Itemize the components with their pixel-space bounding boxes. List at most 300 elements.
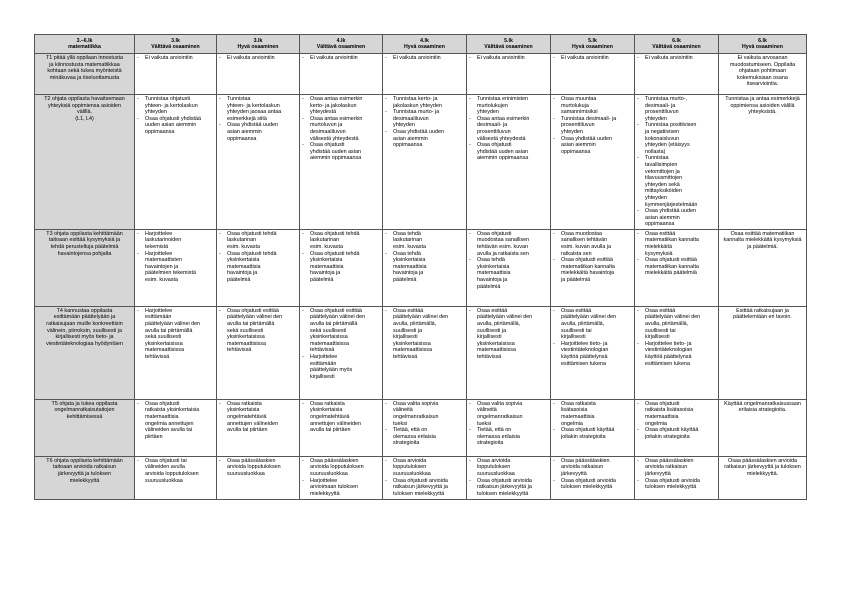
cell-text-line: päättelyään myös xyxy=(310,367,353,374)
cell-text-line: - Tunnistaa kerto- ja xyxy=(385,96,464,103)
table-row xyxy=(35,306,807,399)
cell-text-line: T4 kannustaa oppilasta xyxy=(56,307,113,314)
cell-text-line: käyttöä päättelynsä xyxy=(645,354,692,361)
criteria-cell xyxy=(383,95,467,230)
cell-text-line: avulla, piirtämällä, xyxy=(561,321,605,328)
cell-text-line: ja negatiivisen xyxy=(645,128,680,135)
cell-text-line: järkevyyttä ja tuloksen xyxy=(57,471,112,478)
cell-text-line: ratkaista sen xyxy=(561,250,592,257)
cell-text-line: yhteydestä xyxy=(310,109,337,116)
cell-text-line: esim. kuvasta xyxy=(310,244,343,251)
cell-text-line: - Osaa antaa esimerkin xyxy=(469,116,548,123)
cell-text-line: yksinkertaisia xyxy=(477,263,510,270)
cell-text-line: laskutarinan xyxy=(310,237,340,244)
cell-text-line: T3 ohjata oppilasta kehittämään xyxy=(46,230,123,237)
cell-text-line: - Osaa ohjatusti esittää xyxy=(637,257,716,264)
cell-text-line: - Osaa ohjatusti xyxy=(137,401,214,408)
cell-text-line: yhteyksistä. xyxy=(748,109,777,116)
cell-text-line: ratkaisun järkevyyttä ja tuloksen xyxy=(724,464,801,471)
cell-text-line: päätelmiä xyxy=(393,277,417,284)
cell-text-line: Tunnistaa ja antaa esimerkkejä xyxy=(725,96,800,102)
criteria-cell xyxy=(300,229,383,306)
cell-text-line: prosenttiluvun xyxy=(561,122,595,129)
cell-text-line: ongelmia annettujen xyxy=(145,420,194,427)
cell-text-line: välineiden avulla tai xyxy=(145,427,193,434)
cell-text-line: - Harjoittelee xyxy=(137,308,214,315)
header-label: Välttävä osaaminen xyxy=(652,44,701,50)
cell-text-line: - Tietää, että on xyxy=(469,427,548,434)
cell-text-line: viestintäteknologian xyxy=(561,347,609,354)
cell-text-line: - Osaa ohjatusti esittää xyxy=(302,308,380,315)
cell-text-line: - Osaa ohjatusti arvioida xyxy=(469,478,548,485)
cell-text-line: - Osaa yhdistää uuden xyxy=(553,136,632,143)
criteria-cell xyxy=(635,399,719,456)
cell-text-line: - Tunnistaa xyxy=(637,155,716,162)
cell-text-line: arvioida ratkaisun xyxy=(561,464,604,471)
cell-text-line: - Harjoittelee xyxy=(137,251,214,258)
cell-text-line: tehtävissä xyxy=(227,347,252,354)
cell-text-line: tueksi xyxy=(393,420,408,427)
cell-text-line: desimaali- ja xyxy=(477,122,508,129)
cell-text-line: välisestä yhteydestä xyxy=(477,135,526,142)
cell-text-line: annettujen välineiden xyxy=(227,420,278,427)
goal-cell xyxy=(35,95,135,230)
cell-text-line: yksinkertaisia xyxy=(227,407,260,414)
cell-text-line: yksinkertaisissa xyxy=(310,334,348,341)
cell-text-line: - Osaa ohjatusti xyxy=(469,231,548,238)
cell-text-line: ongelmanratkaisutaitojen xyxy=(54,407,115,414)
cell-text-line: - Ei vaikuta arviointiin xyxy=(553,55,632,62)
cell-text-line: päätelmiä xyxy=(310,277,334,284)
cell-text-line: ongelmia xyxy=(561,420,583,427)
table-row xyxy=(35,229,807,306)
cell-text-line: sanallisen tehtävän xyxy=(561,237,608,244)
cell-text-line: - Tunnistaa positiivisen xyxy=(637,122,716,129)
cell-text-line: olemassa erilaisia xyxy=(393,433,436,440)
cell-text-line: yhdistää uuden asian xyxy=(310,148,361,155)
cell-text-line: päättelyään välinei den xyxy=(561,314,617,321)
grade6-good-cell xyxy=(719,54,807,95)
cell-text-line: yksinkertaisia xyxy=(393,257,426,264)
cell-text-line: matemaattisissa xyxy=(477,347,516,354)
cell-text-line: ongelmia xyxy=(645,420,667,427)
cell-text-line: mielekkyyttä xyxy=(310,490,340,497)
cell-text-line: arvioida lopputuloksen xyxy=(227,464,281,471)
cell-text-line: ongelmatehtäviä xyxy=(310,414,350,421)
cell-text-line: tehtävän esim. kuvan xyxy=(477,244,528,251)
cell-text-line: oppimaansa xyxy=(393,142,423,149)
cell-text-line: muodostumiseen. Oppilaita xyxy=(729,61,796,68)
header-grade: 4.lk xyxy=(336,37,346,44)
grade6-good-cell xyxy=(719,306,807,399)
criteria-cell xyxy=(217,229,300,306)
goal-cell xyxy=(35,456,135,499)
cell-text-line: mielekkäitä havaintoja xyxy=(561,270,615,277)
cell-text-line: yhteyksiä oppimiensa asioiden xyxy=(47,102,122,109)
criteria-cell xyxy=(135,399,217,456)
cell-text-line: - Harjoittelee xyxy=(302,478,380,485)
header-grade: 6.lk xyxy=(672,37,681,44)
cell-text-line: mielekkäitä päätelmiä xyxy=(645,270,697,277)
cell-text-line: suuruusluokkaa xyxy=(477,471,515,478)
cell-text-line: - Harjoittelee xyxy=(302,354,380,361)
cell-text-line: T5 ohjata ja tukea oppilasta xyxy=(51,400,118,407)
criteria-cell xyxy=(551,95,635,230)
cell-text-line: kirjallisesti xyxy=(393,334,418,341)
cell-text-line: arvioida lopputuloksen xyxy=(145,471,199,478)
cell-text-line: - Osaa ohjatusti tehdä xyxy=(219,251,297,258)
cell-text-line: matemaattisia xyxy=(645,414,679,421)
grade6-good-cell xyxy=(719,399,807,456)
criteria-cell xyxy=(635,54,719,95)
criteria-cell xyxy=(635,229,719,306)
cell-text-line: kirjallisesti xyxy=(645,334,670,341)
cell-text-line: matemaattisia xyxy=(227,263,261,270)
cell-text-line: päätelmien tekemistä xyxy=(145,270,196,277)
cell-text-line: - Ei vaikuta arviointiin xyxy=(637,55,716,62)
cell-text-line: oppimiensa asioiden välillä xyxy=(730,102,795,109)
cell-text-line: oppimaansa xyxy=(645,221,675,228)
cell-text-line: - Osaa ohjatusti käyttää xyxy=(637,427,716,434)
cell-text-line: ja päätelmiä. xyxy=(747,244,778,251)
cell-text-line: suullisesti ja xyxy=(477,327,507,334)
cell-text-line: matemaattisia xyxy=(145,414,179,421)
cell-text-line: - Tunnistaa xyxy=(219,96,297,103)
cell-text-line: kymmenjärjestelmään xyxy=(645,201,698,208)
cell-text-line: välisestä yhteydestä xyxy=(310,135,359,142)
cell-text-line: esim. kuvan avulla ja xyxy=(561,244,612,251)
cell-text-line: muodostaa sanallisen xyxy=(477,237,530,244)
cell-text-line: Osaa esittää matematiikan xyxy=(730,230,795,237)
header-grade: 6.lk xyxy=(758,37,767,44)
cell-text-line: - Osaa yhdistää uuden xyxy=(219,122,297,129)
header-cell xyxy=(719,35,807,54)
cell-text-line: asian aiemmin xyxy=(393,135,428,142)
cell-text-line: ratkaisujaan muille konkreettisin xyxy=(46,321,123,328)
cell-text-line: yhteyden jaosaa antaa xyxy=(227,109,282,116)
cell-text-line: avulla tai piirtäen xyxy=(310,427,351,434)
header-grade: 3.–6.lk xyxy=(76,37,93,44)
cell-text-line: - Osaa tehdä xyxy=(385,231,464,238)
table-row xyxy=(35,95,807,230)
cell-text-line: matemaattisia xyxy=(310,263,344,270)
cell-text-line: ja päätelmiä xyxy=(561,277,591,284)
cell-text-line: yhteyden xyxy=(477,109,499,116)
cell-text-line: kehittämisessä xyxy=(66,414,103,421)
cell-text-line: - Osaa ratkaista xyxy=(219,401,297,408)
criteria-cell xyxy=(217,95,300,230)
cell-text-line: yksinkertaisissa xyxy=(477,340,515,347)
cell-text-line: arvioida ratkaisun xyxy=(645,464,688,471)
cell-text-line: joitakin strategioita xyxy=(645,433,690,440)
cell-text-line: Käyttää ongelmanratkaisussaan xyxy=(724,400,801,407)
cell-text-line: ratkaisun järkevyyttä ja xyxy=(393,484,448,491)
cell-text-line: Esittää ratkaisujaan ja xyxy=(736,307,789,314)
cell-text-line: - Osaa ohjatusti arvioida xyxy=(637,478,716,485)
cell-text-line: tueksi xyxy=(477,420,492,427)
cell-text-line: kokonaisluvun xyxy=(645,135,680,142)
cell-text-line: - Osaa muuntaa xyxy=(553,96,632,103)
criteria-cell xyxy=(635,306,719,399)
grade6-good-cell xyxy=(719,229,807,306)
cell-text-line: yhteyden xyxy=(145,109,167,116)
cell-text-line: kysymyksiä xyxy=(645,250,673,257)
cell-text-line: - Osaa ratkaista xyxy=(553,401,632,408)
cell-text-line: lopputuloksen xyxy=(477,464,511,471)
cell-text-line: oppimaansa xyxy=(561,148,591,155)
cell-text-line: murtolukuja xyxy=(561,102,589,109)
cell-text-line: ongelmanratkaisun xyxy=(477,414,523,421)
cell-text-line: - Osaa päässälaskien xyxy=(637,458,716,465)
cell-text-line: järkevyyttä xyxy=(645,471,671,478)
criteria-cell xyxy=(551,456,635,499)
cell-text-line: havaintojensa pohjalta xyxy=(57,250,112,257)
criteria-cell xyxy=(300,399,383,456)
criteria-cell xyxy=(383,306,467,399)
cell-text-line: - Osaa antaa esimerkin xyxy=(302,96,380,103)
header-cell xyxy=(217,35,300,54)
cell-text-line: tehtävissä xyxy=(310,347,335,354)
cell-text-line: yhteen- ja kertolaskun xyxy=(227,102,280,109)
cell-text-line: tehtävissä xyxy=(393,354,418,361)
cell-text-line: jakolaskun yhteyden xyxy=(393,102,442,109)
cell-text-line: yhteyden (etäisyys xyxy=(645,142,690,149)
cell-text-line: suuruusluokkaa xyxy=(393,471,431,478)
criteria-cell xyxy=(135,54,217,95)
cell-text-line: päättelyään välinei den xyxy=(645,314,701,321)
cell-text-line: kirjallisesti xyxy=(561,334,586,341)
cell-text-line: matemaattisia xyxy=(393,263,427,270)
cell-text-line: - Tunnistaa murto- ja xyxy=(385,109,464,116)
cell-text-line: piirtäen xyxy=(145,433,163,440)
cell-text-line: - Osaa ohjatusti tehdä xyxy=(302,231,380,238)
cell-text-line: asian aiemmin xyxy=(227,128,262,135)
cell-text-line: matemaattisissa xyxy=(145,347,184,354)
cell-text-line: ongelmanratkaisun xyxy=(393,414,439,421)
criteria-cell xyxy=(217,306,300,399)
cell-text-line: nollasta) xyxy=(645,148,666,155)
cell-text-line: käyttöä päättelynsä xyxy=(561,354,608,361)
cell-text-line: prosenttiluvun xyxy=(477,128,511,135)
cell-text-line: minäkuvaa ja itseluottamusta xyxy=(49,74,120,81)
cell-text-line: desimaaliluvun xyxy=(393,115,429,122)
cell-text-line: avulla tai piirtämällä xyxy=(310,321,358,328)
cell-text-line: T1 pitää yllä oppilaan innostusta xyxy=(45,55,124,61)
cell-text-line: yhteyden xyxy=(645,194,667,201)
cell-text-line: tehdä perusteltuja päätelmiä xyxy=(50,244,119,251)
header-grade: 3.lk xyxy=(253,37,263,44)
cell-text-line: välillä. xyxy=(77,109,92,116)
cell-text-line: yksinkertaisia xyxy=(310,257,343,264)
cell-text-line: ratkaisun järkevyyttä ja xyxy=(477,484,532,491)
cell-text-line: - Osaa ohjatusti käyttää xyxy=(553,427,632,434)
cell-text-line: - Osaa ohjatusti xyxy=(637,401,716,408)
header-label: Hyvä osaaminen xyxy=(572,44,613,50)
cell-text-line: joitakin strategioita xyxy=(561,433,606,440)
cell-text-line: havaintojen ja xyxy=(145,263,179,270)
cell-text-line: annettujen välineiden xyxy=(310,420,361,427)
header-label: Hyvä osaaminen xyxy=(237,44,279,50)
cell-text-line: - Ei vaikuta arviointiin xyxy=(385,55,464,62)
cell-text-line: havaintoja ja xyxy=(310,270,341,277)
cell-text-line: yhteyden sekä xyxy=(645,181,680,188)
header-cell xyxy=(35,35,135,54)
header-label: Välttävä osaaminen xyxy=(151,44,200,50)
cell-text-line: tuloksen mielekkyyttä xyxy=(645,484,697,491)
cell-text-line: avulla, piirtämällä, xyxy=(645,321,689,328)
cell-text-line: ongelmatehtäviä xyxy=(227,414,267,421)
table-row xyxy=(35,456,807,499)
cell-text-line: välineitä xyxy=(477,407,497,414)
cell-text-line: - Osaa päässälaskien xyxy=(553,458,632,465)
criteria-cell xyxy=(551,229,635,306)
cell-text-line: kirjallisesti xyxy=(310,373,335,380)
cell-text-line: välinein, piirroksin, suullisesti ja xyxy=(47,327,122,334)
cell-text-line: - Osaa esittää xyxy=(553,308,632,315)
cell-text-line: - Osaa tehdä xyxy=(469,257,548,264)
header-cell xyxy=(383,35,467,54)
cell-text-line: tilavuusmittojen xyxy=(645,175,683,182)
cell-text-line: - Harjoittelee tieto- ja xyxy=(553,341,632,348)
cell-text-line: matematiikan kannalta xyxy=(561,263,615,270)
cell-text-line: - Osaa esittää xyxy=(637,231,716,238)
cell-text-line: samannimisiksi xyxy=(561,109,598,116)
criteria-cell xyxy=(300,95,383,230)
table-row xyxy=(35,54,807,95)
cell-text-line: ja kiinnostusta matematiikkaa xyxy=(49,61,120,68)
cell-text-line: laskutarinoiden xyxy=(145,237,182,244)
cell-text-line: uuden asian aiemmin xyxy=(145,122,197,129)
cell-text-line: avulla tai piirtäen xyxy=(227,427,268,434)
cell-text-line: itsearviointia. xyxy=(746,81,779,88)
cell-text-line: - Osaa antaa esimerkin xyxy=(302,116,380,123)
grade6-good-cell xyxy=(719,456,807,499)
cell-text-line: tehtävissä xyxy=(477,354,502,361)
goal-cell xyxy=(35,229,135,306)
criteria-cell xyxy=(467,306,551,399)
criteria-cell xyxy=(135,229,217,306)
cell-text-line: tuloksen mielekkyyttä xyxy=(393,490,445,497)
cell-text-line: kokemuksiaan osana xyxy=(737,74,788,81)
cell-text-line: tehtävissä xyxy=(145,354,170,361)
cell-text-line: - Osaa valita sopivia xyxy=(385,401,464,408)
table-body xyxy=(35,54,807,500)
cell-text-line: oppimaansa xyxy=(145,128,175,135)
cell-text-line: suullisesti ja xyxy=(393,327,423,334)
goal-cell xyxy=(35,306,135,399)
cell-text-line: sekä suullisesti xyxy=(227,327,264,334)
cell-text-line: kohtaan sekä tukea myönteistä xyxy=(47,68,122,75)
criteria-cell xyxy=(467,399,551,456)
cell-text-line: - Tunnistaa murto-, xyxy=(637,96,716,103)
criteria-cell xyxy=(635,95,719,230)
cell-text-line: yhteen- ja kertolaskun xyxy=(145,102,198,109)
criteria-cell xyxy=(551,399,635,456)
cell-text-line: yhteyden xyxy=(393,122,415,129)
cell-text-line: suuruusluokkaa xyxy=(145,477,183,484)
cell-text-line: - Osaa tehdä xyxy=(385,251,464,258)
cell-text-line: erilaisia strategioita. xyxy=(738,407,787,414)
cell-text-line: yksinkertaisissa xyxy=(393,340,431,347)
cell-text-line: esim. kuvasta xyxy=(227,244,260,251)
cell-text-line: strategioita xyxy=(393,440,420,447)
criteria-cell xyxy=(467,456,551,499)
header-label: Välttävä osaaminen xyxy=(316,44,366,50)
header-grade: 4.lk xyxy=(420,37,429,44)
cell-text-line: havaintoja ja xyxy=(393,270,424,277)
cell-text-line: - Osaa ohjatusti arvioida xyxy=(385,478,464,485)
cell-text-line: T2 ohjata oppilasta havaitsemaan xyxy=(44,96,125,102)
table-row xyxy=(35,399,807,456)
cell-text-line: tuloksen mielekkyyttä xyxy=(477,490,529,497)
cell-text-line: lisätasoisia xyxy=(561,407,588,414)
cell-text-line: - Tunnistaa erinimisten xyxy=(469,96,548,103)
cell-text-line: oppimaansa xyxy=(227,135,257,142)
cell-text-line: - Osaa päässälaskien xyxy=(302,458,380,465)
cell-text-line: päättelyään välinei den xyxy=(310,314,366,321)
cell-text-line: - Osaa ohjatusti xyxy=(302,142,380,149)
cell-text-line: tavallisimpien xyxy=(645,161,678,168)
cell-text-line: olemassa erilaisia xyxy=(477,433,520,440)
criteria-cell xyxy=(135,456,217,499)
cell-text-line: päättelyään välinei den xyxy=(145,321,201,328)
cell-text-line: - Osaa ohjatusti tai xyxy=(137,458,214,465)
cell-text-line: strategioita xyxy=(477,440,504,447)
cell-text-line: suuruusluokkaa xyxy=(310,471,348,478)
cell-text-line: - Osaa esittää xyxy=(385,308,464,315)
header-cell xyxy=(135,35,217,54)
cell-text-line: murtoluvun ja xyxy=(310,122,343,129)
criteria-cell xyxy=(467,95,551,230)
cell-text-line: sekä suullisesti xyxy=(310,327,347,334)
criteria-cell xyxy=(383,229,467,306)
header-cell xyxy=(300,35,383,54)
cell-text-line: avulla tai piirtämällä xyxy=(145,327,193,334)
cell-text-line: Osaa päässälaskien arvioida xyxy=(728,457,797,464)
assessment-table xyxy=(34,34,807,500)
cell-text-line: prosenttiluvun xyxy=(645,109,679,116)
criteria-cell xyxy=(217,456,300,499)
criteria-cell xyxy=(135,95,217,230)
cell-text-line: yksinkertaisia xyxy=(310,407,343,414)
cell-text-line: - Harjoittelee xyxy=(137,231,214,238)
cell-text-line: aiemmin oppimaansa xyxy=(310,155,362,162)
cell-text-line: yksinkertaisissa xyxy=(145,340,183,347)
cell-text-line: - Ei vaikuta arviointiin xyxy=(137,55,214,62)
cell-text-line: päättelemiään eri tavoin. xyxy=(733,314,792,321)
cell-text-line: suullisesti tai xyxy=(561,327,592,334)
criteria-cell xyxy=(467,54,551,95)
header-grade: 5.lk xyxy=(588,37,597,44)
criteria-cell xyxy=(551,306,635,399)
header-cell xyxy=(551,35,635,54)
header-cell xyxy=(467,35,551,54)
cell-text-line: avulla, piirtämällä, xyxy=(477,321,521,328)
cell-text-line: kerto- ja jakolaskun xyxy=(310,102,357,109)
header-label: Hyvä osaaminen xyxy=(404,44,445,50)
criteria-cell xyxy=(217,54,300,95)
cell-text-line: viestintäteknologiaa hyödyntäen xyxy=(46,340,123,347)
cell-text-line: - Tunnistaa ohjatusti xyxy=(137,96,214,103)
cell-text-line: yksinkertaisia xyxy=(227,257,260,264)
cell-text-line: ohjataan pohtimaan xyxy=(738,68,787,75)
criteria-cell xyxy=(300,306,383,399)
cell-text-line: - Osaa ohjatusti esittää xyxy=(553,257,632,264)
cell-text-line: - Osaa yhdistää uuden xyxy=(385,129,464,136)
cell-text-line: ratkaista lisätasoisia xyxy=(645,407,694,414)
cell-text-line: esittämisen tukena xyxy=(645,360,690,367)
cell-text-line: päätelmiä xyxy=(227,277,251,284)
